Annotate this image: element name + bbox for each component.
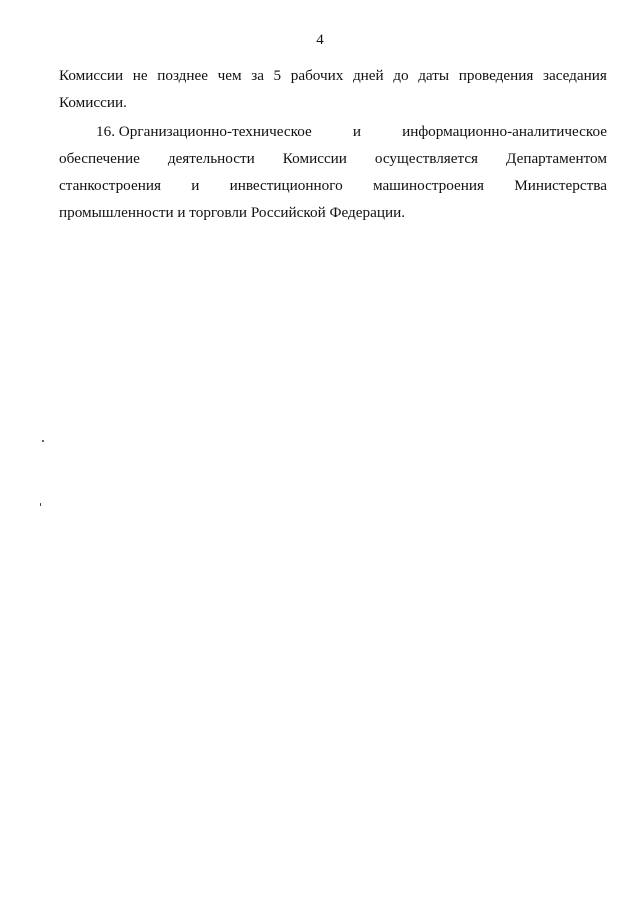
word: до <box>393 67 409 84</box>
paragraph-16-line-4: промышленности и торговли Российской Федерации. <box>59 204 406 221</box>
word: чем <box>217 67 242 84</box>
word: деятельности <box>167 150 255 167</box>
word: Комиссии <box>282 150 347 167</box>
paragraph-15-line-1 <box>59 62 607 89</box>
word: осуществляется <box>374 150 479 167</box>
paragraph-16-line-1 <box>59 118 607 145</box>
word: заседания <box>542 67 607 84</box>
word: за <box>251 67 264 84</box>
word: обеспечение <box>59 150 140 167</box>
word: даты <box>418 67 450 84</box>
word: рабочих <box>290 67 344 84</box>
word: и <box>352 123 361 140</box>
word: и <box>191 177 200 194</box>
word: 5 <box>273 67 282 84</box>
word: проведения <box>458 67 534 84</box>
paragraph-16-line-2 <box>59 145 607 172</box>
scan-speck <box>42 440 44 442</box>
word: дней <box>352 67 384 84</box>
word: 16. Организационно-техническое <box>96 123 312 140</box>
word: Министерства <box>514 177 607 194</box>
word: информационно-аналитическое <box>402 123 607 140</box>
scan-speck <box>40 503 41 506</box>
word: Департаментом <box>506 150 607 167</box>
paragraph-16-line-3 <box>59 172 607 199</box>
page-number: 4 <box>316 32 324 48</box>
document-body <box>59 62 607 226</box>
paragraph-15-line-2: Комиссии. <box>59 94 127 111</box>
word: инвестиционного <box>229 177 343 194</box>
word: позднее <box>157 67 209 84</box>
word: машиностроения <box>372 177 485 194</box>
word: Комиссии <box>59 67 124 84</box>
word: не <box>132 67 148 84</box>
word: станкостроения <box>59 177 161 194</box>
